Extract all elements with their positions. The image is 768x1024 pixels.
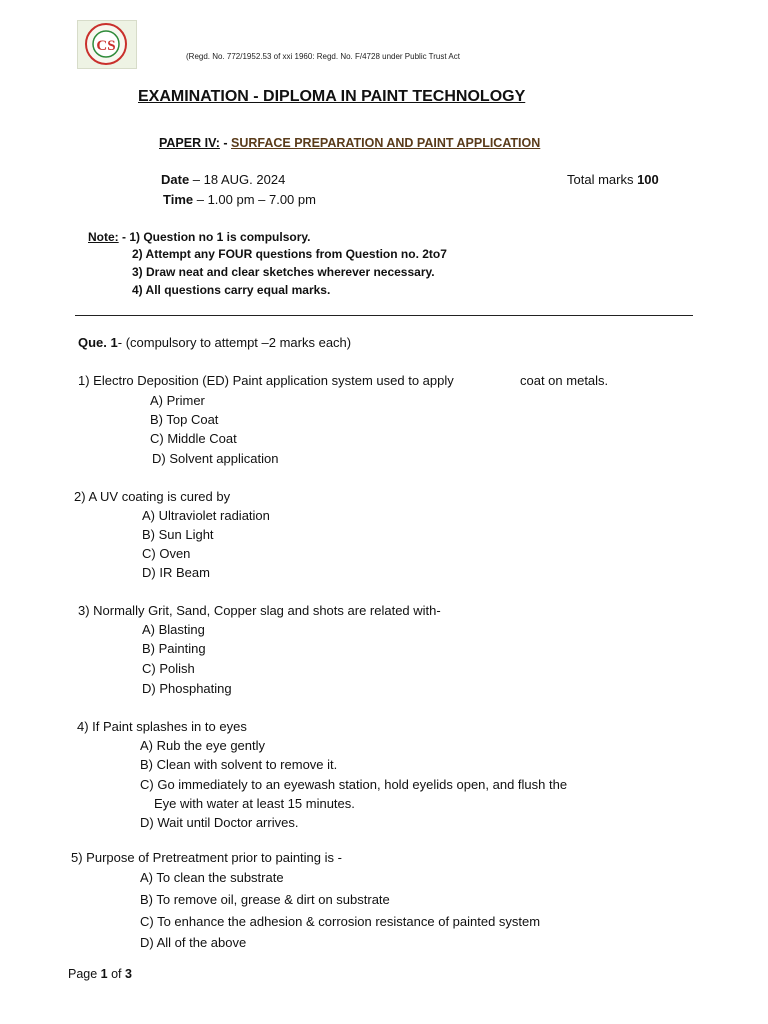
option: B) Painting: [142, 641, 206, 656]
society-logo: [77, 20, 137, 69]
exam-title: EXAMINATION - DIPLOMA IN PAINT TECHNOLOGY: [138, 88, 526, 105]
paper-label: PAPER IV:: [159, 136, 220, 150]
option: C) Polish: [142, 661, 195, 676]
note-line-1: [88, 230, 311, 244]
option: B) Clean with solvent to remove it.: [140, 757, 338, 772]
page-prefix: Page: [68, 967, 101, 981]
page-current: 1: [100, 967, 108, 981]
question-4-text: 4) If Paint splashes in to eyes: [77, 719, 247, 734]
page-number: [68, 967, 132, 981]
option: D) Solvent application: [152, 451, 279, 466]
que1-instruction: - (compulsory to attempt –2 marks each): [117, 335, 352, 350]
option: C) Go immediately to an eyewash station, hold eyelids open, and flush the: [140, 777, 568, 792]
option: A) To clean the substrate: [140, 870, 284, 885]
page-total: 3: [125, 967, 132, 981]
que1-label: Que. 1: [78, 335, 118, 350]
option: A) Blasting: [142, 622, 205, 637]
date-line: [161, 172, 285, 187]
paper-separator: -: [219, 136, 232, 150]
total-marks-value: 100: [637, 172, 659, 187]
question-2-text: 2) A UV coating is cured by: [74, 489, 231, 504]
time-line: [163, 192, 316, 207]
option: D) Wait until Doctor arrives.: [140, 815, 299, 830]
note-item: 4) All questions carry equal marks.: [132, 283, 331, 297]
que1-heading: [78, 335, 351, 350]
date-value: – 18 AUG. 2024: [189, 172, 286, 187]
option: A) Primer: [150, 393, 205, 408]
option: A) Rub the eye gently: [140, 738, 266, 753]
question-1-text: 1) Electro Deposition (ED) Paint application system used to apply: [78, 373, 454, 388]
question-1-text-tail: coat on metals.: [520, 373, 609, 388]
option: D) Phosphating: [142, 681, 232, 696]
divider: [75, 315, 693, 316]
option: C) Oven: [142, 546, 191, 561]
option: C) To enhance the adhesion & corrosion resistance of painted system: [140, 914, 541, 929]
note-item: 1) Question no 1 is compulsory.: [129, 230, 311, 244]
option: D) IR Beam: [142, 565, 210, 580]
note-item: 2) Attempt any FOUR questions from Question no. 2to7: [132, 247, 447, 261]
option-continuation: Eye with water at least 15 minutes.: [154, 796, 355, 811]
option: B) Sun Light: [142, 527, 214, 542]
option: C) Middle Coat: [150, 431, 237, 446]
question-5-text: 5) Purpose of Pretreatment prior to painting is -: [71, 850, 342, 865]
paper-heading: [159, 136, 540, 150]
total-marks: [567, 172, 659, 187]
option: A) Ultraviolet radiation: [142, 508, 270, 523]
date-label: Date: [161, 172, 190, 187]
registration-line: (Regd. No. 772/1952.53 of xxi 1960: Regd. No. F/4728 under Public Trust Act: [186, 52, 460, 61]
total-marks-label: Total marks: [567, 172, 638, 187]
logo-emblem-icon: [78, 21, 136, 68]
logo-letters: CS: [96, 38, 116, 54]
note-item: 3) Draw neat and clear sketches wherever necessary.: [132, 265, 435, 279]
option: D) All of the above: [140, 935, 247, 950]
question-3-text: 3) Normally Grit, Sand, Copper slag and shots are related with-: [78, 603, 441, 618]
time-value: – 1.00 pm – 7.00 pm: [193, 192, 316, 207]
time-label: Time: [163, 192, 194, 207]
option: B) To remove oil, grease & dirt on substrate: [140, 892, 390, 907]
note-label: Note:: [88, 230, 119, 244]
note-prefix: -: [118, 230, 130, 244]
page-mid: of: [107, 967, 125, 981]
option: B) Top Coat: [150, 412, 219, 427]
paper-subject: SURFACE PREPARATION AND PAINT APPLICATION: [231, 136, 541, 150]
